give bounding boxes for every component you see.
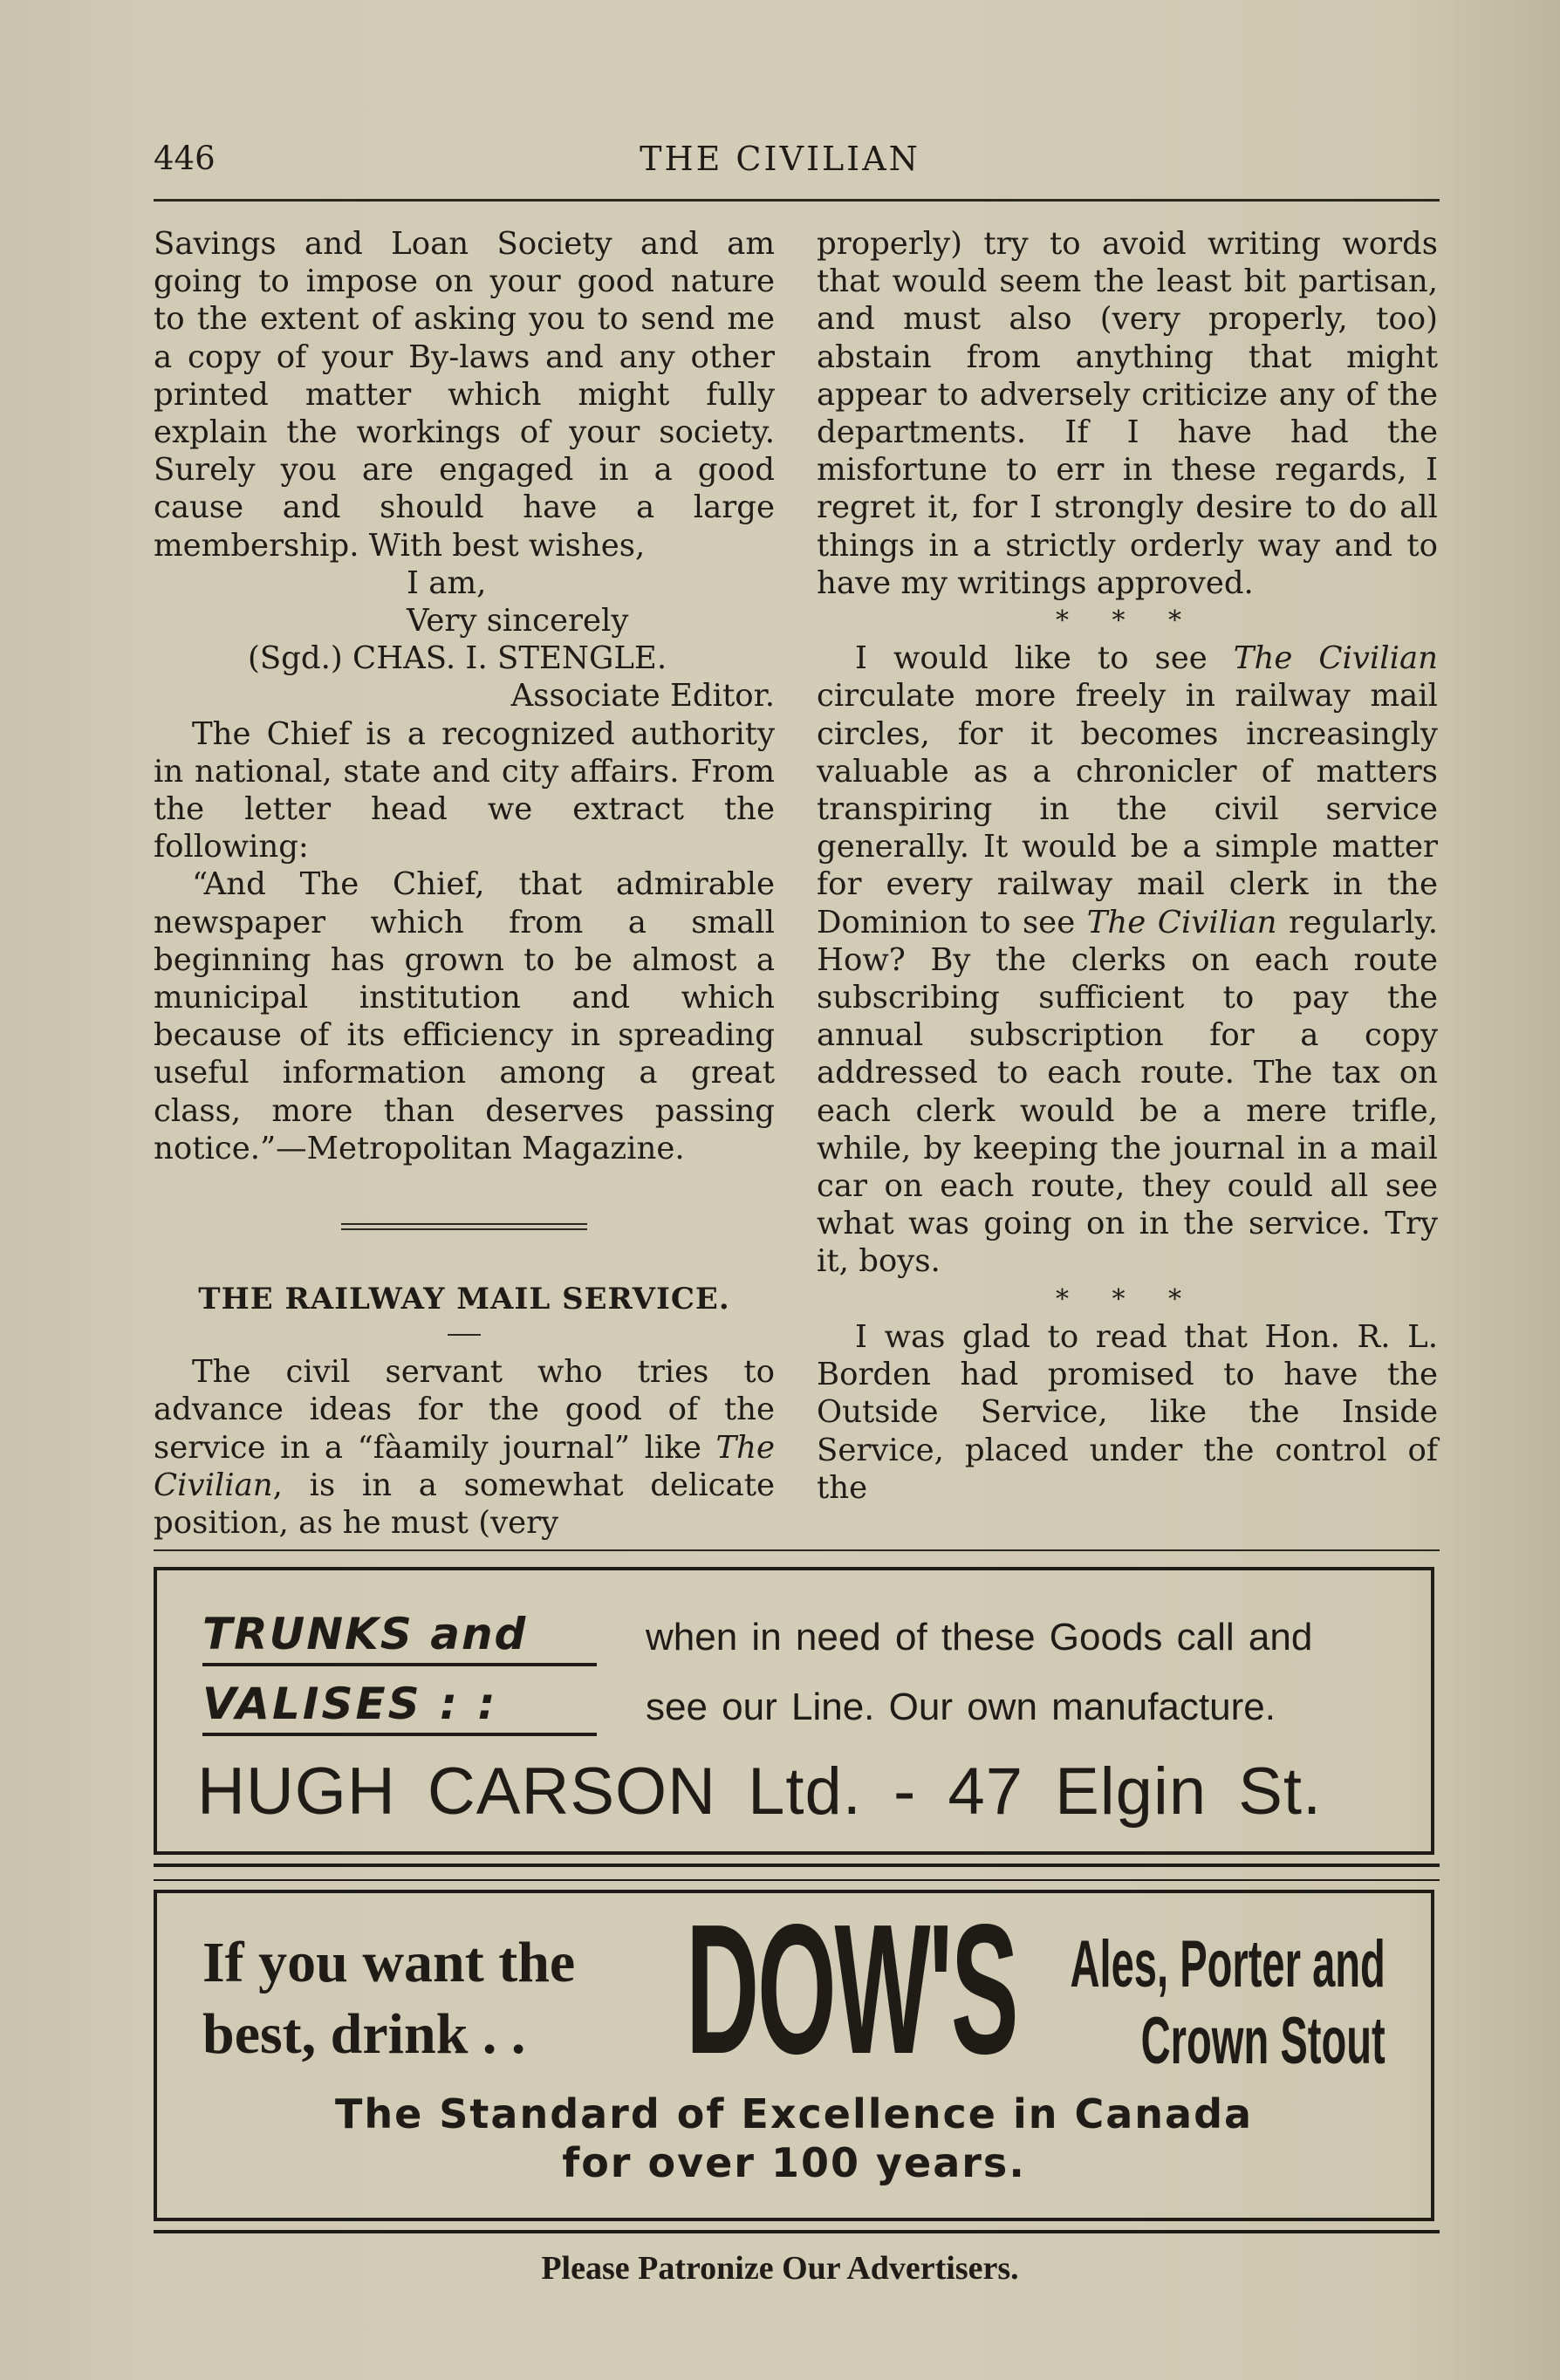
trunks-ad-rule-thin bbox=[154, 1879, 1440, 1881]
right-p2-text-a: I would like to see bbox=[855, 640, 1234, 677]
section-double-rule bbox=[341, 1223, 587, 1230]
left-paragraph-3: “And The Chief, that admirable newspaper which from a small beginning has grown to be almost a municipal institution and which because of its efficiency in spreading useful information among a great class, more than deserves passing notice.”—Metropolitan Magazine. bbox=[154, 866, 775, 1166]
right-p2-italic-2: The Civilian bbox=[1086, 904, 1277, 940]
trunks-ad-line-2: see our Line. Our own manufacture. bbox=[646, 1686, 1276, 1728]
footer-note: Please Patronize Our Advertisers. bbox=[541, 2250, 1019, 2287]
left-p4-italic: The Civilian bbox=[154, 1429, 775, 1503]
dows-ad-rule bbox=[154, 2230, 1440, 2233]
left-paragraph-1: Savings and Loan Society and am going to impose on your good nature to the extent of asking you to send me a copy of your By-laws and any other printed matter which might fully explain the workings of your society. Surely you are engaged in a good cause and should have a large membership. With best wishes, bbox=[154, 226, 775, 564]
dows-left-line-1: If you want the bbox=[202, 1931, 576, 1994]
section-heading: THE RAILWAY MAIL SERVICE. bbox=[198, 1282, 730, 1317]
right-paragraph-2 bbox=[817, 639, 1438, 1280]
signature-i-am: I am, bbox=[407, 564, 487, 601]
signature-title: Associate Editor. bbox=[510, 678, 775, 715]
right-column bbox=[817, 225, 1438, 1507]
trunks-ad-line-1: when in need of these Goods call and bbox=[646, 1616, 1313, 1658]
valises-underline bbox=[202, 1733, 597, 1736]
signature-name: (Sgd.) CHAS. I. STENGLE. bbox=[248, 640, 667, 677]
section-stars-2: * * * bbox=[1055, 1283, 1200, 1315]
right-paragraph-3: I was glad to read that Hon. R. L. Borden had promised to have the Outside Service, like the Inside Service, placed under the control of the bbox=[817, 1318, 1438, 1506]
trunks-underline bbox=[202, 1663, 597, 1666]
columns-bottom-rule bbox=[154, 1549, 1440, 1551]
dows-advertisement bbox=[154, 1885, 1434, 2221]
valises-heading: VALISES : : bbox=[202, 1679, 498, 1729]
heading-short-rule bbox=[448, 1334, 481, 1336]
dows-right-line-1: Ales, Porter and bbox=[1070, 1927, 1386, 2001]
dows-tagline-2: for over 100 years. bbox=[562, 2139, 1026, 2186]
right-p2-text-c: regularly. How? By the clerks on each route subscribing sufficient to pay the annual subscription for a copy addressed to each route. The tax on each clerk would be a mere trifle, while, by keeping the journal in a mail car on each route, they could all see what was going on in the service. Try it, boys. bbox=[817, 904, 1438, 1280]
trunks-ad-rule bbox=[154, 1864, 1440, 1867]
signature-sincerely: Very sincerely bbox=[407, 603, 629, 639]
left-column bbox=[154, 225, 775, 1542]
left-paragraph-4 bbox=[154, 1353, 775, 1542]
left-paragraph-2: The Chief is a recognized authority in national, state and city affairs. From the letter head we extract the following: bbox=[154, 715, 775, 865]
dows-brand-name: DOW'S bbox=[686, 1885, 1017, 2092]
left-p4-text-b: , is in a somewhat delicate position, as he must (very bbox=[154, 1467, 775, 1542]
right-p2-text-b: circulate more freely in railway mail circles, for it becomes increasingly valuable as a chronicler of matters transpiring in the civil service generally. It would be a simple matter for every railway mail clerk in the Dominion to see bbox=[817, 678, 1438, 940]
header-rule bbox=[154, 199, 1440, 202]
left-p4-text-a: The civil servant who tries to advance ideas for the good of the service in a “fàamily journal” like bbox=[154, 1354, 775, 1466]
running-title: THE CIVILIAN bbox=[640, 140, 920, 178]
trunks-advertisement bbox=[154, 1567, 1434, 1855]
section-stars-1: * * * bbox=[1055, 605, 1200, 637]
trunks-heading: TRUNKS and bbox=[202, 1609, 528, 1659]
dows-tagline-1: The Standard of Excellence in Canada bbox=[334, 2090, 1254, 2137]
right-paragraph-1: properly) try to avoid writing words that would seem the least bit partisan, and must also (very properly, too) abstain from anything that might appear to adversely criticize any of the departments. If I have had the misfortune to err in these regards, I regret it, for I strongly desire to do all things in a strictly orderly way and to have my writings approved. bbox=[817, 226, 1438, 601]
dows-left-line-2: best, drink . . bbox=[202, 2002, 526, 2066]
trunks-ad-advertiser: HUGH CARSON Ltd. - 47 Elgin St. bbox=[197, 1754, 1323, 1829]
page-number: 446 bbox=[154, 140, 216, 177]
right-p2-italic-1: The Civilian bbox=[1233, 640, 1439, 677]
dows-right-line-2: Crown Stout bbox=[1140, 2004, 1386, 2078]
